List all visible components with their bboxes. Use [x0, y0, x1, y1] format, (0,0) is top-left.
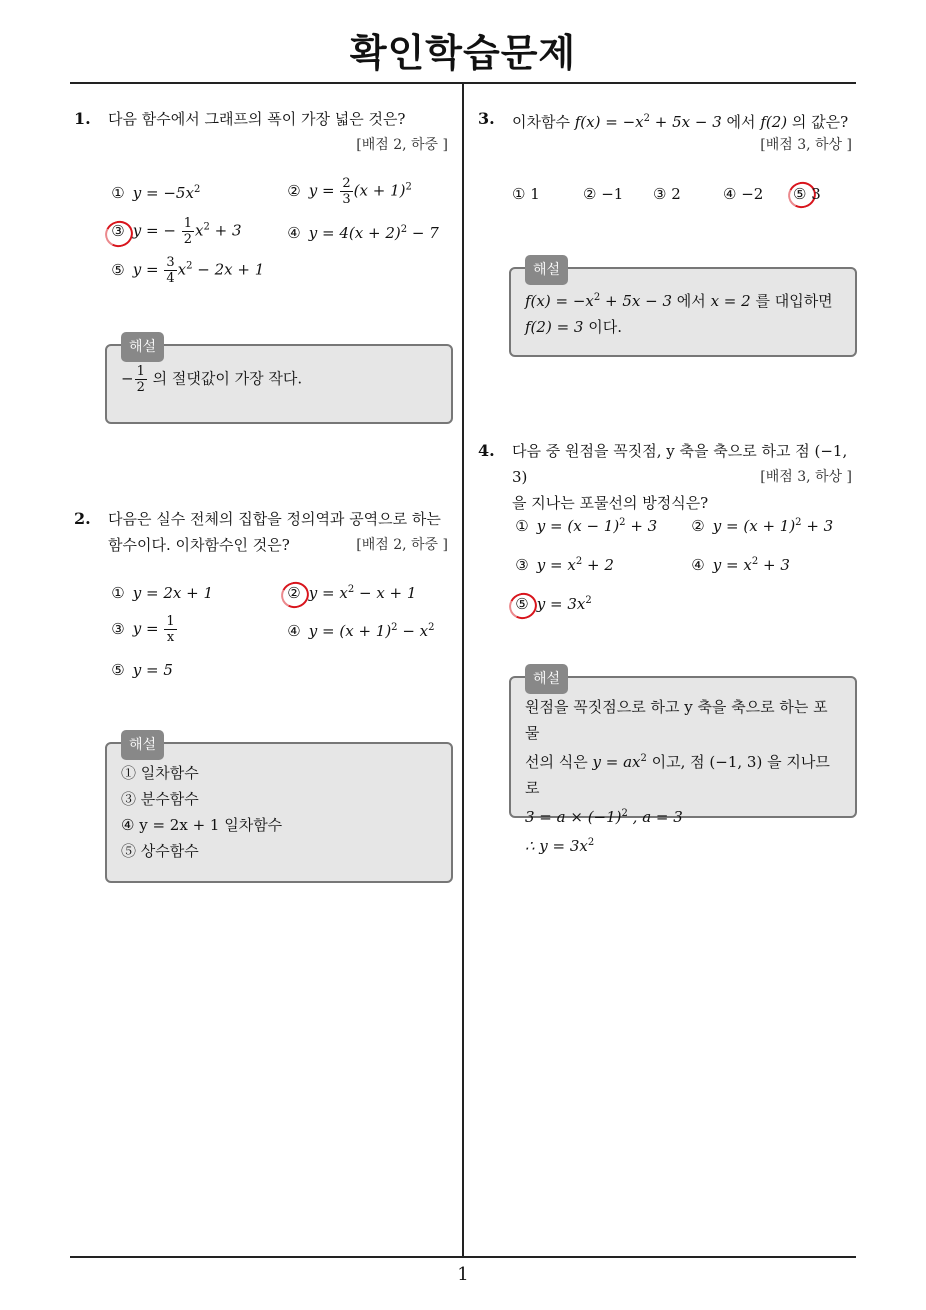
solution-text: − $\frac{1}{2}$ 의 절댓값이 가장 작다.	[121, 364, 303, 395]
solution-box-2	[105, 737, 453, 883]
question-meta: [배점 2, 하중 ]	[356, 137, 448, 153]
question-meta: [배점 3, 하상 ]	[760, 469, 852, 485]
choice-4[interactable]: ④ $y = (x + 1)^2 - x^2$	[287, 622, 435, 640]
solution-line: ⑤ 상수함수	[121, 842, 199, 860]
fraction: $\frac{1}{x}$	[166, 614, 175, 645]
question-text: 다음 중 원점을 꼭짓점, y 축을 축으로 하고 점 (−1, 3) 을 지나는 포물선의 방정식은?	[512, 442, 848, 512]
fraction: $\frac{2}{3}$	[342, 176, 351, 207]
column-divider	[462, 84, 464, 1256]
question-number: 2.	[74, 509, 91, 528]
choice-5[interactable]: ⑤ $y = 3x^2$	[515, 595, 592, 613]
solution-line: ① 일차함수	[121, 764, 199, 782]
bottom-rule	[70, 1256, 856, 1258]
question-text: 다음 함수에서 그래프의 폭이 가장 넓은 것은?	[108, 110, 406, 128]
solution-line: 선의 식은 $y = ax^2$ 이고, 점 (−1, 3) 을 지나므로	[525, 753, 830, 797]
choice-3[interactable]: ③ y = $\frac{1}{x}$	[111, 614, 175, 645]
question-4	[478, 438, 858, 512]
solution-line: 원점을 꼭짓점으로 하고 y 축을 축으로 하는 포물	[525, 698, 828, 742]
question-number: 3.	[478, 109, 495, 128]
choice-1[interactable]: ① $y = -5x^2$	[111, 184, 201, 202]
solution-line: ③ 분수함수	[121, 790, 199, 808]
solution-tag: 해설	[121, 730, 164, 760]
choice-1[interactable]: ① y = 2x + 1	[111, 584, 214, 602]
solution-box-1	[105, 339, 453, 424]
question-2	[74, 506, 454, 562]
fraction: $\frac{1}{2}$	[183, 216, 192, 247]
solution-line: $f(x) = -x^2 + 5x - 3$ 에서 x = 2 를 대입하면	[525, 292, 833, 310]
page-number: 1	[457, 1264, 469, 1285]
choice-4[interactable]: ④ $y = x^2 + 3$	[691, 556, 790, 574]
page-title: 확인학습문제	[349, 31, 577, 75]
solution-box-3	[509, 262, 857, 357]
choice-2[interactable]: ② $y = (x + 1)^2 + 3$	[691, 517, 834, 535]
question-number: 1.	[74, 109, 91, 128]
fraction: $\frac{3}{4}$	[166, 255, 175, 286]
choice-3[interactable]: ③ $y = x^2 + 2$	[515, 556, 614, 574]
solution-tag: 해설	[121, 332, 164, 362]
choice-4[interactable]: ④ −2	[723, 185, 764, 203]
question-3	[478, 106, 858, 162]
question-meta: [배점 3, 하상 ]	[760, 137, 852, 153]
choice-3[interactable]: ③ y = − $\frac{1}{2}$ $x^2 + 3$	[111, 216, 242, 247]
question-meta: [배점 2, 하중 ]	[356, 537, 448, 553]
choice-2[interactable]: ② $y = x^2 - x + 1$	[287, 584, 417, 602]
choice-1[interactable]: ① $y = (x - 1)^2 + 3$	[515, 517, 658, 535]
solution-line: ④ y = 2x + 1 일차함수	[121, 816, 283, 834]
solution-tag: 해설	[525, 255, 568, 285]
choice-5[interactable]: ⑤ y = $\frac{3}{4}$ $x^2 - 2x + 1$	[111, 255, 265, 286]
choice-4[interactable]: ④ $y = 4(x + 2)^2 - 7$	[287, 224, 439, 242]
solution-box-4	[509, 671, 857, 855]
solution-line: ∴ $y = 3x^2$	[525, 837, 595, 855]
choice-3[interactable]: ③ 2	[653, 185, 681, 203]
solution-line: $3 = a \times (-1)^2$ , a = 3	[525, 808, 683, 826]
choice-2[interactable]: ② y = $\frac{2}{3}$ $(x + 1)^2$	[287, 176, 412, 207]
choice-2[interactable]: ② −1	[583, 185, 624, 203]
question-number: 4.	[478, 441, 495, 460]
choice-5[interactable]: ⑤ 3	[793, 185, 821, 203]
choice-1[interactable]: ① 1	[512, 185, 540, 203]
choice-5[interactable]: ⑤ y = 5	[111, 661, 173, 679]
question-text: 이차함수 $f(x) = -x^2 + 5x - 3$ 에서 f(2) 의 값은?	[512, 113, 849, 131]
solution-tag: 해설	[525, 664, 568, 694]
question-1	[74, 106, 454, 166]
question-text: 다음은 실수 전체의 집합을 정의역과 공역으로 하는 함수이다. 이차함수인 것은?	[108, 510, 441, 554]
solution-line: f(2) = 3 이다.	[525, 318, 622, 336]
